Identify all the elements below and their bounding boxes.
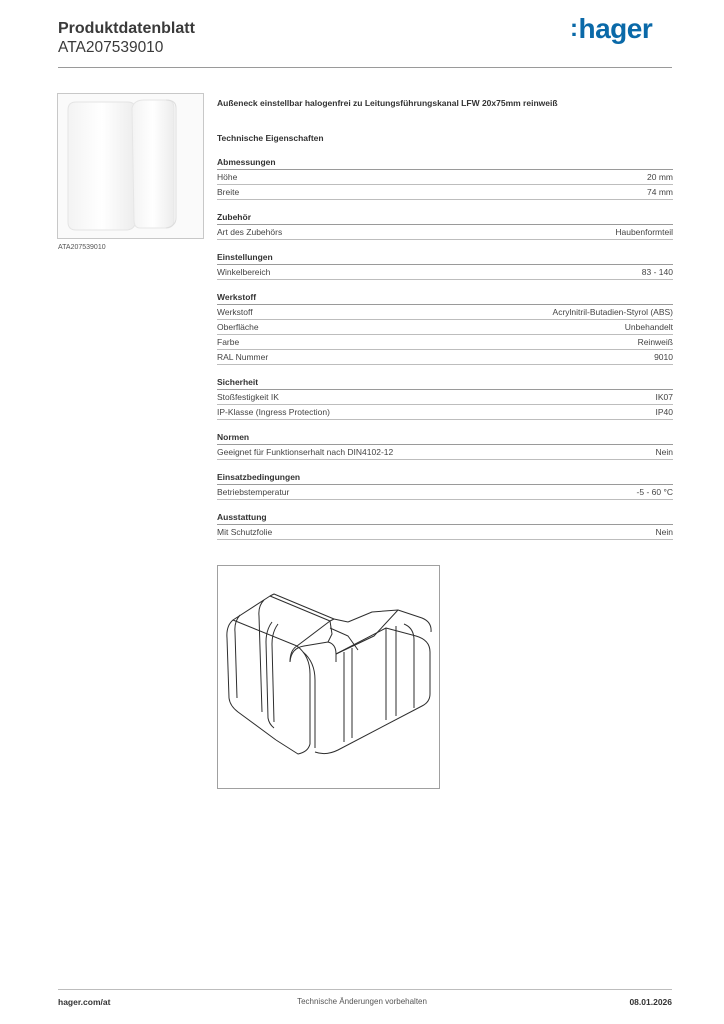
row-label: Art des Zubehörs xyxy=(217,227,283,237)
table-row xyxy=(217,265,673,280)
table-row xyxy=(217,305,673,320)
table-row xyxy=(217,225,673,240)
logo-text: hager xyxy=(578,13,653,44)
row-label: Werkstoff xyxy=(217,307,253,317)
header-divider xyxy=(58,67,672,68)
row-value: Haubenformteil xyxy=(615,227,673,237)
section-title: Einsatzbedingungen xyxy=(217,470,673,485)
table-row xyxy=(217,335,673,350)
section-settings xyxy=(217,250,673,280)
section-safety xyxy=(217,375,673,420)
table-row xyxy=(217,390,673,405)
product-image xyxy=(57,93,204,239)
section-material xyxy=(217,290,673,365)
row-value: -5 - 60 °C xyxy=(636,487,673,497)
article-number: ATA207539010 xyxy=(58,39,164,56)
row-value: Nein xyxy=(655,527,673,537)
section-standards xyxy=(217,430,673,460)
product-details xyxy=(217,96,673,575)
row-value: 20 mm xyxy=(647,172,673,182)
row-label: Winkelbereich xyxy=(217,267,271,277)
table-row xyxy=(217,525,673,540)
row-value: IP40 xyxy=(655,407,673,417)
section-title: Abmessungen xyxy=(217,155,673,170)
page-title: Produktdatenblatt xyxy=(58,20,195,37)
table-row xyxy=(217,485,673,500)
row-label: RAL Nummer xyxy=(217,352,269,362)
section-title: Einstellungen xyxy=(217,250,673,265)
table-row xyxy=(217,170,673,185)
footer-notice: Technische Änderungen vorbehalten xyxy=(297,997,427,1006)
section-title: Zubehör xyxy=(217,210,673,225)
tech-properties-heading: Technische Eigenschaften xyxy=(217,133,324,143)
logo-colon-icon: : xyxy=(570,15,578,42)
row-value: Nein xyxy=(655,447,673,457)
section-equipment xyxy=(217,510,673,540)
row-label: Stoßfestigkeit IK xyxy=(217,392,279,402)
table-row xyxy=(217,350,673,365)
row-value: Reinweiß xyxy=(637,337,673,347)
section-title: Sicherheit xyxy=(217,375,673,390)
section-title: Ausstattung xyxy=(217,510,673,525)
table-row xyxy=(217,445,673,460)
row-value: 83 - 140 xyxy=(641,267,673,277)
product-photo-icon xyxy=(58,94,203,238)
footer-date: 08.01.2026 xyxy=(629,997,672,1007)
table-row xyxy=(217,405,673,420)
section-operating-conditions xyxy=(217,470,673,500)
row-value: 74 mm xyxy=(647,187,673,197)
product-title: Außeneck einstellbar halogenfrei zu Leitungsführungskanal LFW 20x75mm reinweiß xyxy=(217,98,558,108)
hager-logo xyxy=(570,13,652,45)
row-label: Breite xyxy=(217,187,240,197)
row-value: Unbehandelt xyxy=(624,322,673,332)
footer-website: hager.com/at xyxy=(58,997,111,1007)
corner-drawing-icon xyxy=(218,566,439,788)
row-label: IP-Klasse (Ingress Protection) xyxy=(217,407,330,417)
row-label: Höhe xyxy=(217,172,238,182)
product-image-caption: ATA207539010 xyxy=(58,244,106,251)
row-label: Betriebstemperatur xyxy=(217,487,290,497)
section-accessories xyxy=(217,210,673,240)
table-row xyxy=(217,185,673,200)
row-label: Oberfläche xyxy=(217,322,259,332)
row-label: Mit Schutzfolie xyxy=(217,527,273,537)
section-dimensions xyxy=(217,155,673,200)
row-value: 9010 xyxy=(654,352,673,362)
row-value: Acrylnitril-Butadien-Styrol (ABS) xyxy=(552,307,673,317)
table-row xyxy=(217,320,673,335)
technical-drawing xyxy=(217,565,440,789)
row-value: IK07 xyxy=(655,392,673,402)
section-title: Normen xyxy=(217,430,673,445)
row-label: Farbe xyxy=(217,337,240,347)
footer-divider xyxy=(58,989,672,990)
row-label: Geeignet für Funktionserhalt nach DIN4102-12 xyxy=(217,447,394,457)
section-title: Werkstoff xyxy=(217,290,673,305)
